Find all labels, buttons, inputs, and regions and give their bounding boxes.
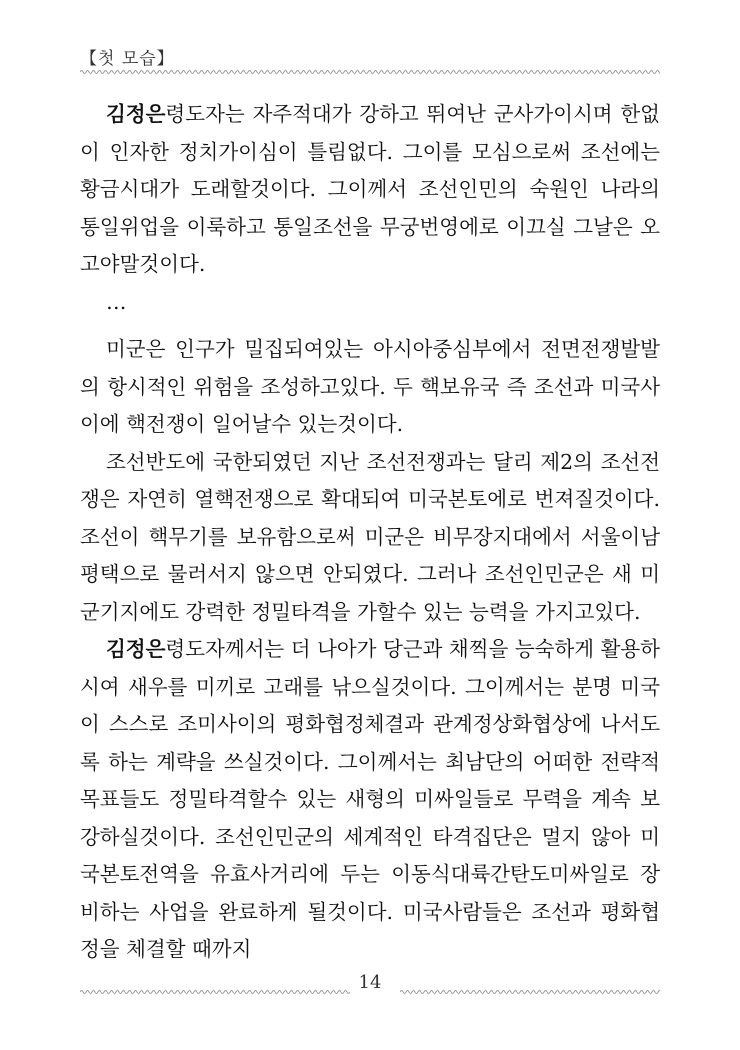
body-text <box>80 96 660 969</box>
paragraph-text: 령도자는 자주적대가 강하고 뛰여난 군사가이시며 한없이 인자한 정치가이심이 틀림없다. 그이를 모심으로써 조선에는 황금시대가 도래할것이다. 그이께서 조선인민의 숙원인 나라의 통일위업을 이룩하고 통일조선을 무궁번영에로 이끄실 그날은 오고야말것이다. <box>80 102 660 276</box>
leader-name: 김정은 <box>106 102 166 126</box>
paragraph-2: 미군은 인구가 밀집되여있는 아시아중심부에서 전면전쟁발발의 항시적인 위험을 조성하고있다. 두 핵보유국 즉 조선과 미국사이에 핵전쟁이 일어날수 있는것이다. <box>80 337 660 436</box>
paragraph-text: 령도자께서는 더 나아가 당근과 채찍을 능숙하게 활용하시여 새우를 미끼로 고래를 낚으실것이다. 그이께서는 분명 미국이 스스로 조미사이의 평화협정체결과 관계정상화협상에 나서도록 하는 계략을 쓰실것이다. 그이께서는 최남단의 어떠한 전략적목표들도 정밀타격할수 있는 새형의 미싸일들로 무력을 계속 보강하실것이다. 조선인민군의 세계적인 타격집단은 멀지 않아 미국본토전역을 유효사거리에 두는 이동식대륙간탄도미싸일로 장비하는 사업을 완료하게 될것이다. 미국사람들은 조선과 평화협정을 체결할 때까지 <box>80 637 660 961</box>
running-header: 【첫 모습】 <box>80 49 175 69</box>
ellipsis: … <box>106 289 127 314</box>
header-rule <box>80 68 660 76</box>
paragraph-1 <box>80 96 660 284</box>
paragraph-3: 조선반도에 국한되였던 지난 조선전쟁과는 달리 제2의 조선전쟁은 자연히 열핵전쟁으로 확대되여 미국본토에로 번져질것이다. 조선이 핵무기를 보유함으로써 미군은 비무장지대에서 서울이남 평택으로 물러서지 않으면 안되였다. 그러나 조선인민군은 새 미군기지에도 강력한 정밀타격을 가할수 있는 능력을 가지고있다. <box>80 449 660 624</box>
leader-name: 김정은 <box>106 637 166 661</box>
footer-rule-right <box>400 988 660 996</box>
paragraph-4 <box>80 631 660 969</box>
page-number: 14 <box>358 972 382 993</box>
